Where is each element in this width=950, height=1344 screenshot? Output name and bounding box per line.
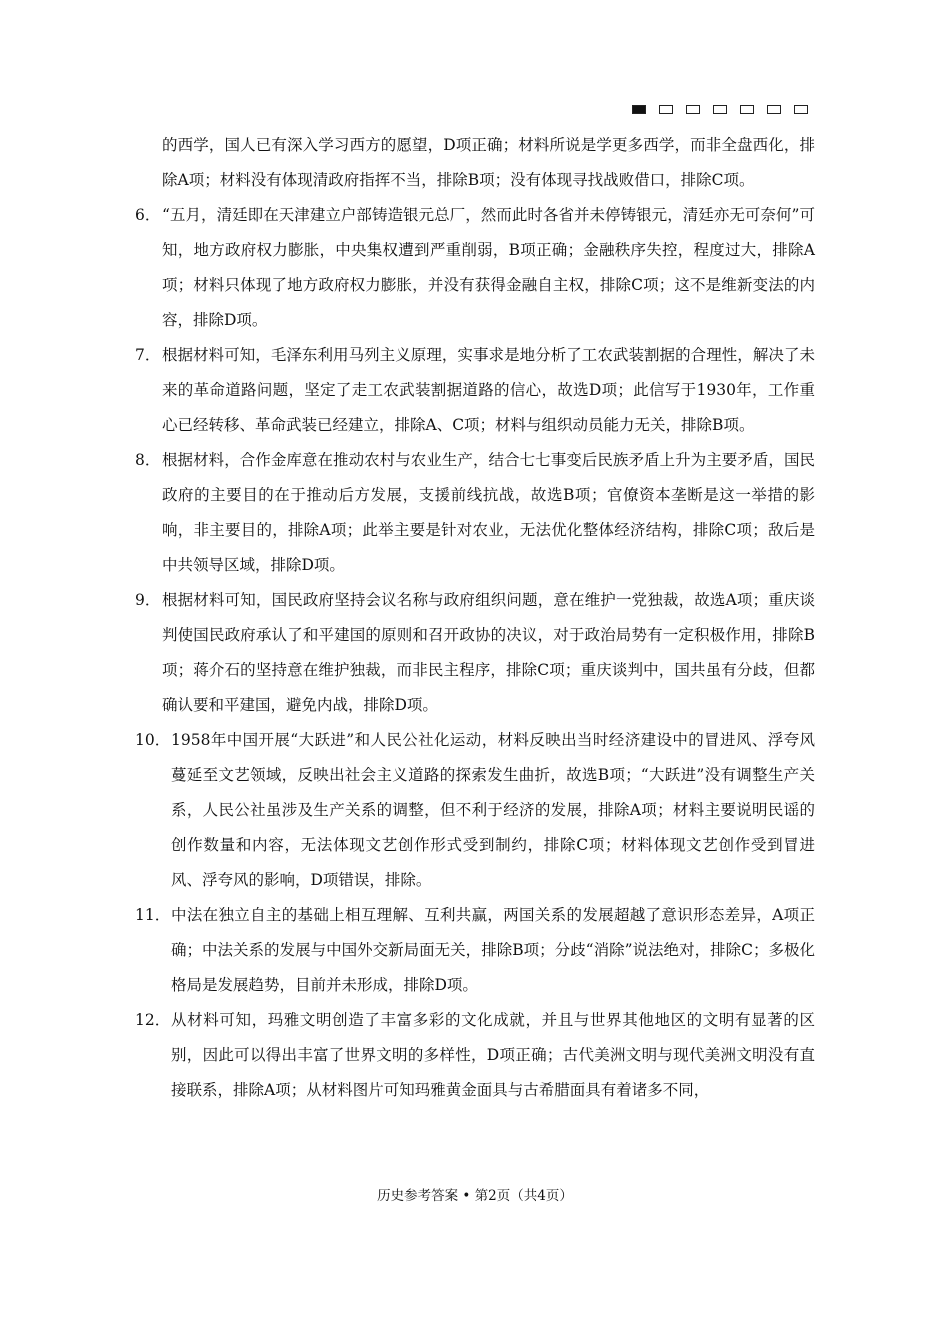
answer-item-7 <box>135 338 815 443</box>
item-number: 8． <box>135 451 161 469</box>
answer-content <box>135 128 815 1108</box>
answer-item-11 <box>135 898 815 1003</box>
answer-item-5-continued <box>135 128 815 198</box>
item-number: 10． <box>135 731 171 749</box>
page-progress-indicator <box>632 105 808 117</box>
item-text: 1958年中国开展“大跃进”和人民公社化运动，材料反映出当时经济建设中的冒进风、浮夸风蔓延至文艺领域，反映出社会主义道路的探索发生曲折，故选B项；“大跃进”没有调整生产关系，人民公社虽涉及生产关系的调整，但不利于经济的发展，排除A项；材料主要说明民谣的创作数量和内容，无法体现文艺创作形式受到制约，排除C项；材料体现文艺创作受到冒进风、浮夸风的影响，D项错误，排除。 <box>171 731 815 889</box>
page-indicator <box>767 105 781 114</box>
answer-item-6 <box>135 198 815 338</box>
item-text: 根据材料，合作金库意在推动农村与农业生产，结合七七事变后民族矛盾上升为主要矛盾，国民政府的主要目的在于推动后方发展，支援前线抗战，故选B项；官僚资本垄断是这一举措的影响，非主要目的，排除A项；此举主要是针对农业，无法优化整体经济结构，排除C项；敌后是中共领导区域，排除D项。 <box>162 451 815 574</box>
answer-item-8 <box>135 443 815 583</box>
item-text: “五月，清廷即在天津建立户部铸造银元总厂，然而此时各省并未停铸银元，清廷亦无可奈何”可知，地方政府权力膨胀，中央集权遭到严重削弱，B项正确；金融秩序失控，程度过大，排除A项；材料只体现了地方政府权力膨胀，并没有获得金融自主权，排除C项；这不是维新变法的内容，排除D项。 <box>162 206 815 329</box>
item-text: 根据材料可知，毛泽东利用马列主义原理，实事求是地分析了工农武装割据的合理性，解决了未来的革命道路问题，坚定了走工农武装割据道路的信心，故选D项；此信写于1930年，工作重心已经转移、革命武装已经建立，排除A、C项；材料与组织动员能力无关，排除B项。 <box>162 346 815 434</box>
page-indicator <box>659 105 673 114</box>
answer-item-12 <box>135 1003 815 1108</box>
item-number: 9． <box>135 591 161 609</box>
item-text: 根据材料可知，国民政府坚持会议名称与政府组织问题，意在维护一党独裁，故选A项；重庆谈判使国民政府承认了和平建国的原则和召开政协的决议，对于政治局势有一定积极作用，排除B项；蒋介石的坚持意在维护独裁，而非民主程序，排除C项；重庆谈判中，国共虽有分歧，但都确认要和平建国，避免内战，排除D项。 <box>162 591 815 714</box>
page-indicator <box>686 105 700 114</box>
page-indicator-current <box>632 105 646 114</box>
item-text: 从材料可知，玛雅文明创造了丰富多彩的文化成就，并且与世界其他地区的文明有显著的区别，因此可以得出丰富了世界文明的多样性，D项正确；古代美洲文明与现代美洲文明没有直接联系，排除A项；从材料图片可知玛雅黄金面具与古希腊面具有着诸多不同， <box>171 1011 815 1099</box>
page-indicator <box>740 105 754 114</box>
item-text: 中法在独立自主的基础上相互理解、互利共赢，两国关系的发展超越了意识形态差异，A项正确；中法关系的发展与中国外交新局面无关，排除B项；分歧“消除”说法绝对，排除C；多极化格局是发展趋势，目前并未形成，排除D项。 <box>171 906 815 994</box>
item-number: 12． <box>135 1011 171 1029</box>
page-footer: 历史参考答案 • 第2页（共4页） <box>377 1188 573 1204</box>
item-number: 11． <box>135 906 171 924</box>
page-indicator <box>794 105 808 114</box>
item-number: 6． <box>135 206 161 224</box>
page-indicator <box>713 105 727 114</box>
answer-item-10 <box>135 723 815 898</box>
answer-item-9 <box>135 583 815 723</box>
item-text: 的西学，国人已有深入学习西方的愿望，D项正确；材料所说是学更多西学，而非全盘西化，排除A项；材料没有体现清政府指挥不当，排除B项；没有体现寻找战败借口，排除C项。 <box>162 136 815 189</box>
item-number: 7． <box>135 346 161 364</box>
